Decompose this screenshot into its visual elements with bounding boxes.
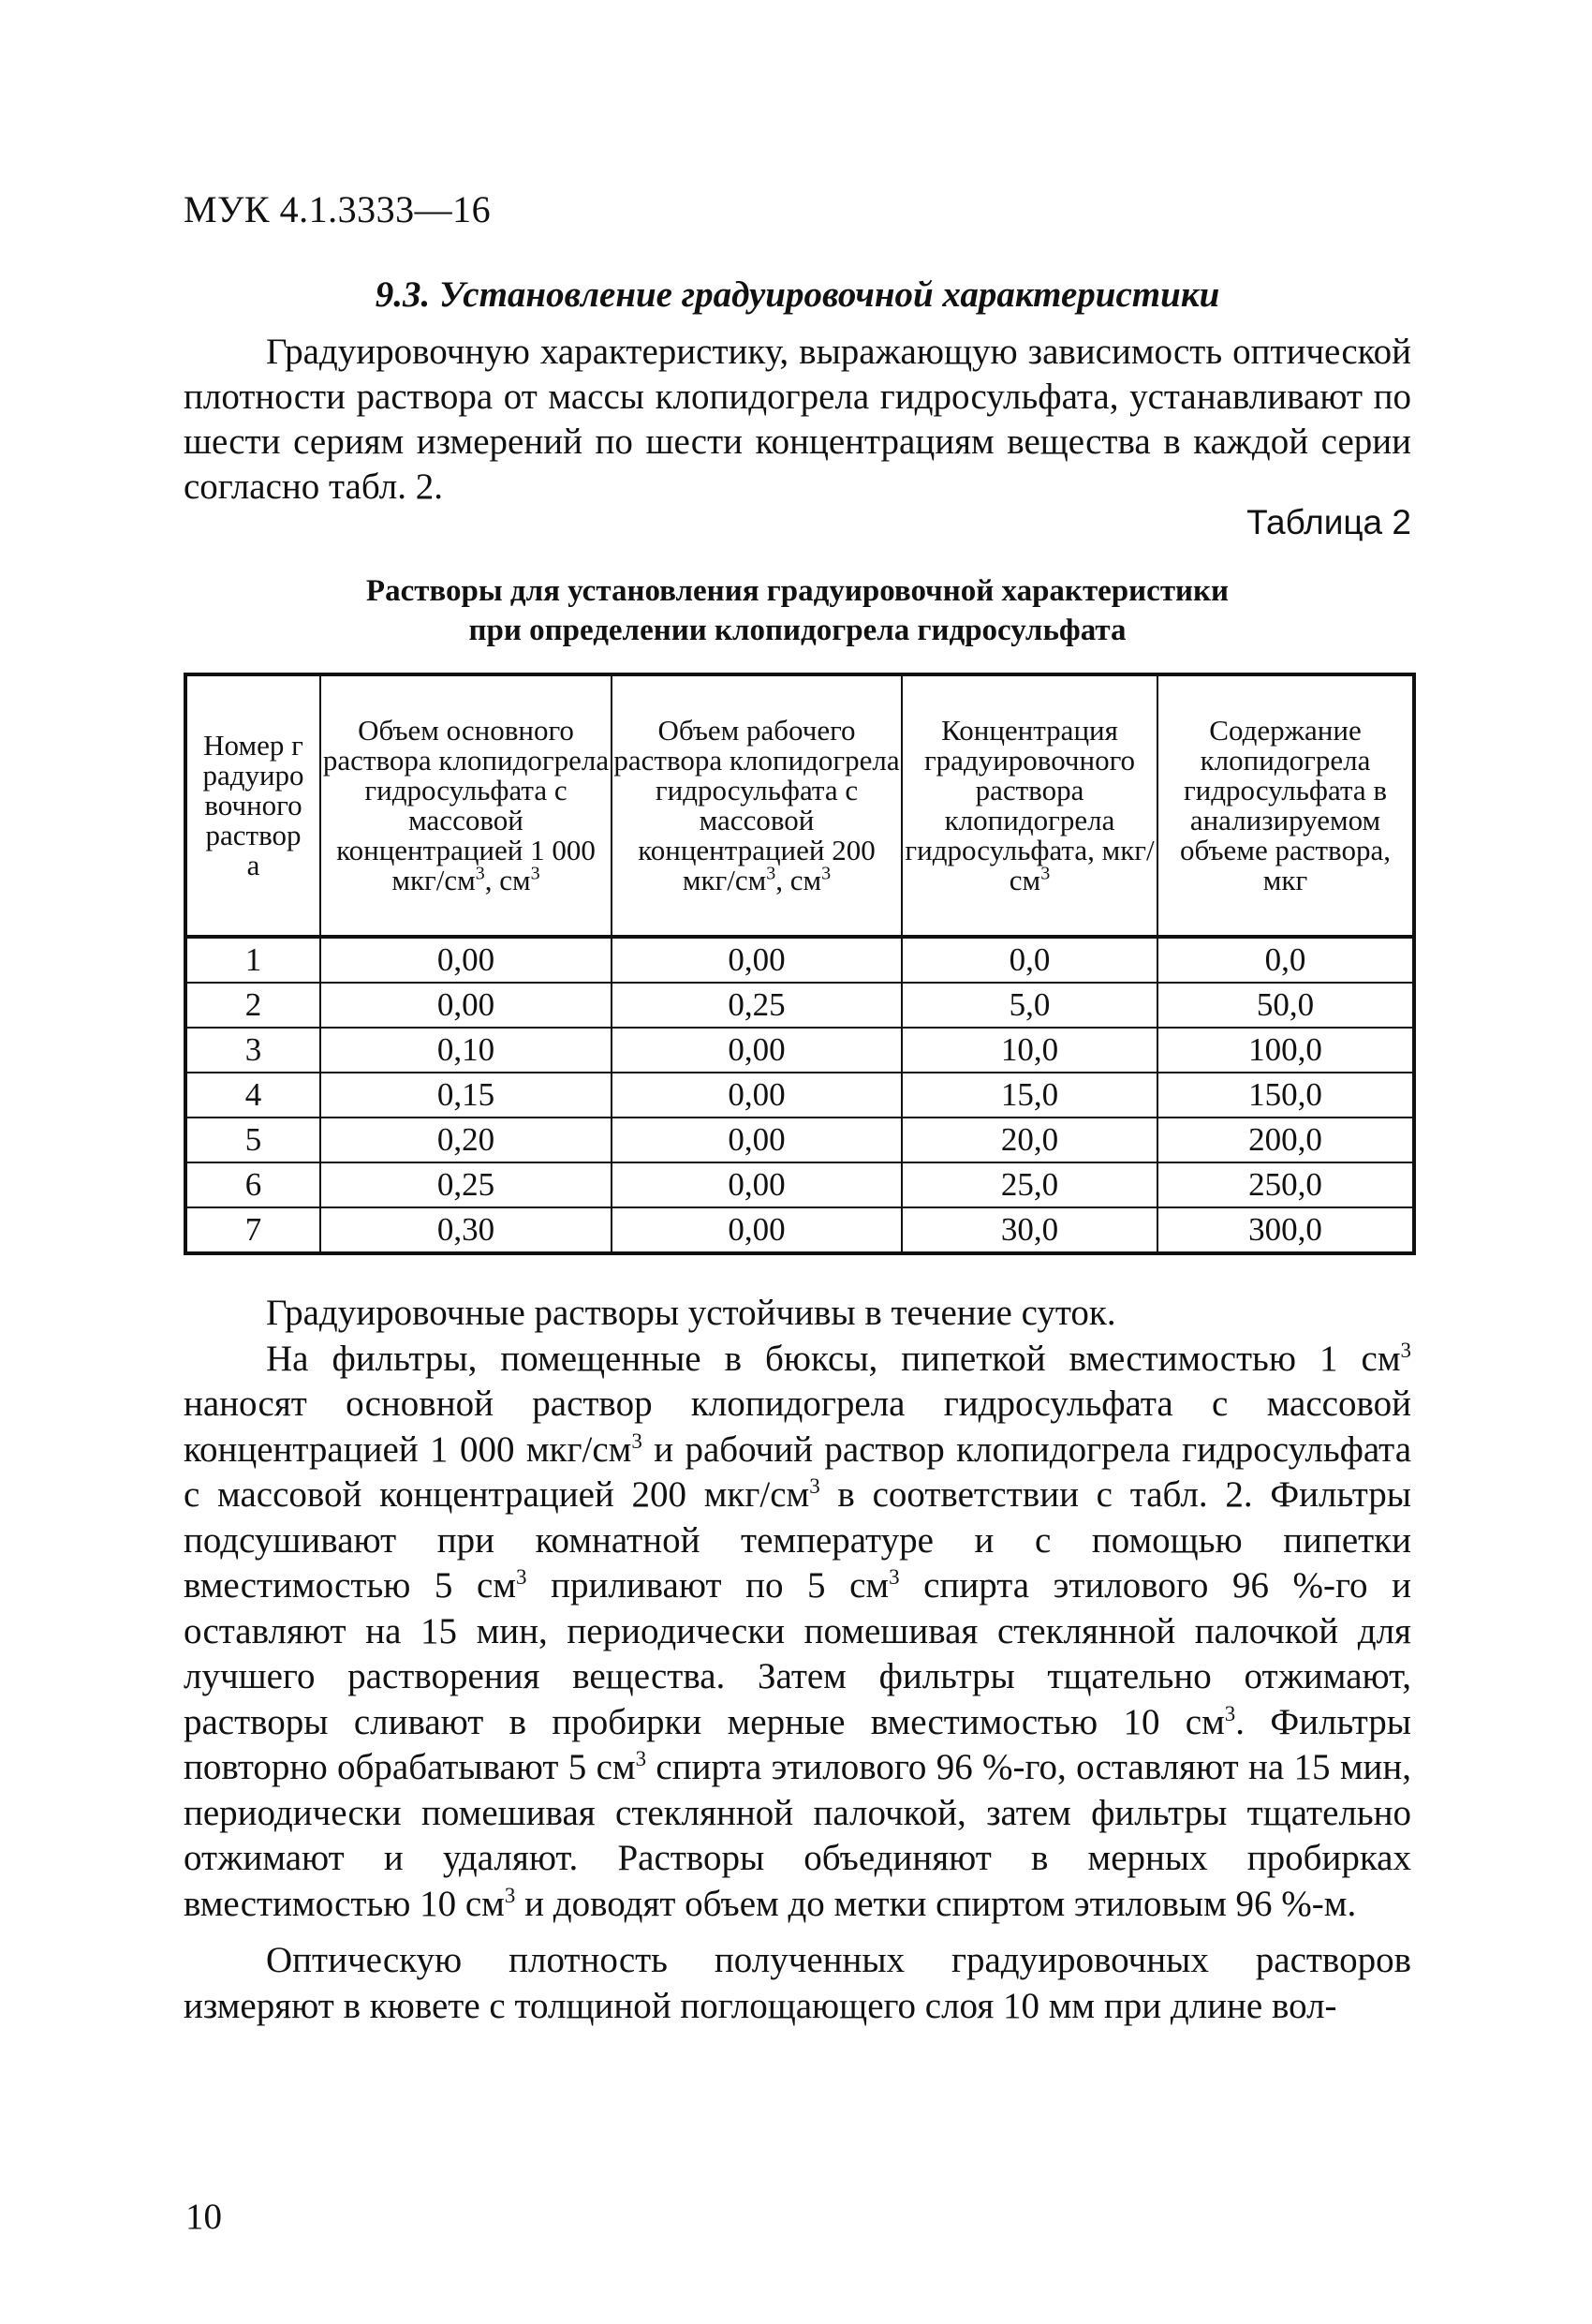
table-row bbox=[185, 1118, 1414, 1162]
cell-stock-volume: 0,00 bbox=[320, 983, 612, 1028]
cell-concentration: 0,0 bbox=[902, 937, 1157, 983]
intro-paragraph: Градуировочную характеристику, выражающую зависимость оптической плотности раствора от массы клопидогрела гидросульфата, устанавливают по шести сериям измерений по шести концентрациям вещества в каждой серии согласно табл. 2. bbox=[184, 332, 1411, 507]
header-stock-volume: Объем основного раствора клопидогрела гидросульфата с массовой концентрацией 1 000 мкг/$см^3$, $см^3$ bbox=[320, 674, 612, 937]
cell-working-volume: 0,25 bbox=[612, 983, 902, 1028]
table-caption-line-1: Растворы для установления градуировочной характеристики bbox=[365, 574, 1230, 608]
cell-concentration: 25,0 bbox=[902, 1162, 1157, 1207]
table-row bbox=[185, 1073, 1414, 1118]
header-working-volume: Объем рабочего раствора клопидогрела гидросульфата с массовой концентрацией 200 мкг/$см^3$, $см^3$ bbox=[612, 674, 902, 937]
cell-number: 7 bbox=[185, 1207, 320, 1253]
cell-working-volume: 0,00 bbox=[612, 1118, 902, 1162]
cell-content: 50,0 bbox=[1157, 983, 1414, 1028]
cell-number: 1 bbox=[185, 937, 320, 983]
table-header-row bbox=[185, 674, 1414, 937]
cell-content: 200,0 bbox=[1157, 1118, 1414, 1162]
table-row bbox=[185, 983, 1414, 1028]
cell-concentration: 30,0 bbox=[902, 1207, 1157, 1253]
cell-concentration: 20,0 bbox=[902, 1118, 1157, 1162]
cell-working-volume: 0,00 bbox=[612, 1073, 902, 1118]
cell-stock-volume: 0,00 bbox=[320, 937, 612, 983]
cell-concentration: 15,0 bbox=[902, 1073, 1157, 1118]
header-concentration: Концентрация градуировочного раствора клопидогрела гидросульфата, мкг/$см^3$ bbox=[902, 674, 1157, 937]
paragraph-preparation: На фильтры, помещенные в бюксы, пипеткой вместимостью 1 $см^3$ наносят основной раствор клопидогрела гидросульфата с массовой концентрацией 1 000 мкг/$см^3$ и рабочий раствор клопидогрела гидросульфата с массовой концентрацией 200 мкг/$см^3$ в соответствии с табл. 2. Фильтры подсушивают при комнатной температуре и с помощью пипетки вместимостью 5 $см^3$ приливают по 5 $см^3$ спирта этилового 96 %-го и оставляют на 15 мин, периодически помешивая стеклянной палочкой для лучшего растворения вещества. Затем фильтры тщательно отжимают, растворы сливают в пробирки мерные вместимостью 10 $см^3$. Фильтры повторно обрабатывают 5 $см^3$ спирта этилового 96 %-го, оставляют на 15 мин, периодически помешивая стеклянной палочкой, затем фильтры тщательно отжимают и удаляют. Растворы объединяют в мерных пробирках вместимостью 10 $см^3$ и доводят объем до метки спиртом этиловым 96 %-м. bbox=[184, 1338, 1412, 1924]
table-row bbox=[185, 1207, 1414, 1253]
cell-content: 0,0 bbox=[1157, 937, 1414, 983]
cell-working-volume: 0,00 bbox=[612, 1207, 902, 1253]
cell-working-volume: 0,00 bbox=[612, 1028, 902, 1073]
table-row bbox=[185, 937, 1414, 983]
procedure-text bbox=[184, 1291, 1411, 2029]
cell-number: 5 bbox=[185, 1118, 320, 1162]
table-row bbox=[185, 1162, 1414, 1207]
header-content: Содержание клопидогрела гидросульфата в анализируемом объеме раствора, мкг bbox=[1157, 674, 1414, 937]
table-row bbox=[185, 1028, 1414, 1073]
header-solution-number: Номер градуировочного раствора bbox=[185, 674, 320, 937]
cell-concentration: 10,0 bbox=[902, 1028, 1157, 1073]
paragraph-stability: Градуировочные растворы устойчивы в течение суток. bbox=[266, 1293, 1116, 1333]
cell-stock-volume: 0,10 bbox=[320, 1028, 612, 1073]
table-caption bbox=[184, 571, 1411, 650]
cell-number: 6 bbox=[185, 1162, 320, 1207]
calibration-solutions-table bbox=[184, 673, 1416, 1255]
cell-content: 100,0 bbox=[1157, 1028, 1414, 1073]
cell-number: 3 bbox=[185, 1028, 320, 1073]
cell-number: 4 bbox=[185, 1073, 320, 1118]
cell-working-volume: 0,00 bbox=[612, 937, 902, 983]
cell-stock-volume: 0,30 bbox=[320, 1207, 612, 1253]
table-caption-line-2: при определении клопидогрела гидросульфата bbox=[468, 614, 1127, 647]
document-code: МУК 4.1.3333—16 bbox=[184, 188, 492, 230]
page-number: 10 bbox=[185, 2197, 222, 2237]
cell-number: 2 bbox=[185, 983, 320, 1028]
cell-content: 250,0 bbox=[1157, 1162, 1414, 1207]
cell-stock-volume: 0,25 bbox=[320, 1162, 612, 1207]
cell-stock-volume: 0,20 bbox=[320, 1118, 612, 1162]
cell-working-volume: 0,00 bbox=[612, 1162, 902, 1207]
cell-stock-volume: 0,15 bbox=[320, 1073, 612, 1118]
cell-content: 300,0 bbox=[1157, 1207, 1414, 1253]
table-label: Таблица 2 bbox=[1246, 503, 1411, 541]
cell-concentration: 5,0 bbox=[902, 983, 1157, 1028]
section-title: 9.3. Установление градуировочной характеристики bbox=[375, 274, 1220, 315]
cell-content: 150,0 bbox=[1157, 1073, 1414, 1118]
paragraph-measurement: Оптическую плотность полученных градуировочных растворов измеряют в кювете с толщиной поглощающего слоя 10 мм при длине вол- bbox=[184, 1940, 1411, 2026]
